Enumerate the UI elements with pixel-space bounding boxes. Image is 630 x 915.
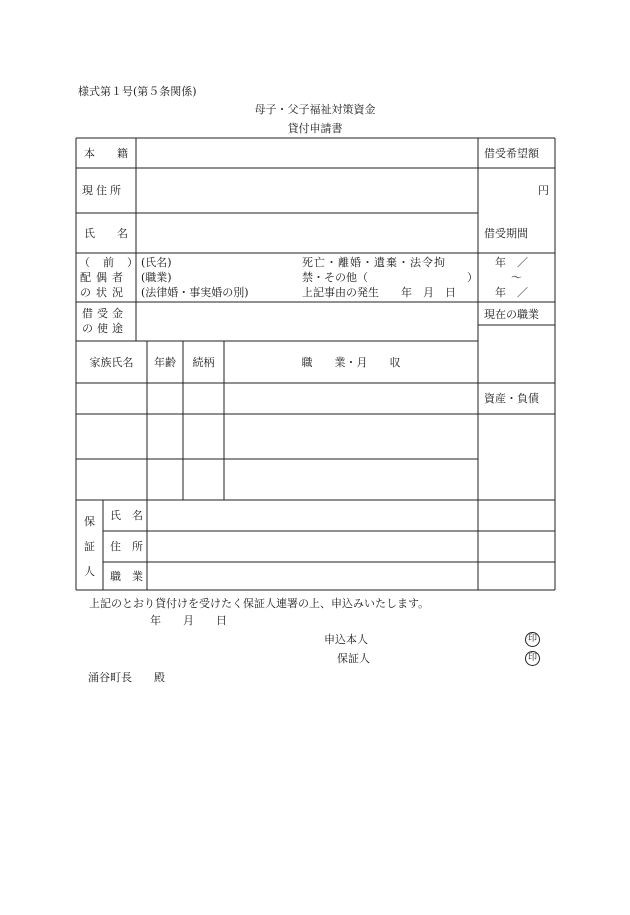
title-line1: 母子・父子福祉対策資金	[254, 103, 376, 116]
label-assets-liabilities: 資産・負債	[484, 392, 539, 405]
spouse-reason-line2: 禁・その他（ ）	[302, 271, 478, 284]
guarantor-label-3: 人	[84, 565, 95, 578]
label-shimei: 氏 名	[84, 227, 128, 240]
spouse-name-field[interactable]: (氏名)	[141, 256, 172, 269]
period-tilde: ～	[511, 271, 522, 284]
applicant-label: 申込本人	[324, 633, 368, 646]
purpose-label-line1: 借受金	[82, 307, 127, 320]
family-header-name: 家族氏名	[89, 356, 134, 369]
spouse-reason-line1: 死亡・離婚・遺棄・法令拘	[302, 256, 446, 269]
period-from[interactable]: 年 ／	[495, 256, 528, 269]
guarantor-name-label: 氏 名	[110, 509, 143, 522]
spouse-label-line2: 配偶者	[80, 271, 128, 284]
family-header-job-income: 職 業・月 収	[301, 356, 401, 369]
yen-unit: 円	[538, 184, 549, 197]
label-loan-period: 借受期間	[484, 227, 528, 240]
label-loan-amount: 借受希望額	[484, 147, 539, 160]
spouse-reason-date: 上記事由の発生 年 月 日	[302, 286, 456, 299]
guarantor-seal-icon: 印	[525, 651, 540, 666]
addressee: 涌谷町長 殿	[88, 671, 165, 684]
family-header-relation: 続柄	[192, 356, 215, 369]
guarantor-label-1: 保	[84, 515, 95, 528]
purpose-label-line2: の使途	[82, 322, 127, 335]
period-to[interactable]: 年 ／	[495, 286, 528, 299]
applicant-seal-icon: 印	[525, 632, 540, 647]
title-line2: 貸付申請書	[287, 122, 343, 135]
guarantor-address-label: 住 所	[110, 540, 143, 553]
spouse-job-field[interactable]: (職業)	[141, 271, 172, 284]
label-current-job: 現在の職業	[484, 308, 539, 321]
label-genjusho: 現住所	[82, 184, 124, 197]
form-number: 様式第１号(第５条関係)	[78, 85, 197, 98]
family-header-age: 年齢	[154, 356, 176, 369]
spouse-label-line1: （ 前 ）	[79, 256, 139, 269]
spouse-label-line3: の状況	[80, 286, 128, 299]
spouse-marriage-type[interactable]: (法律婚・事実婚の別)	[141, 286, 249, 299]
guarantor-label-2: 証	[84, 540, 95, 553]
application-statement: 上記のとおり貸付けを受けたく保証人連署の上、申込みいたします。	[89, 597, 430, 610]
guarantor-job-label: 職 業	[110, 570, 143, 583]
application-date[interactable]: 年 月 日	[150, 614, 227, 627]
label-honseki: 本 籍	[84, 147, 128, 160]
footer-guarantor-label: 保証人	[337, 652, 370, 665]
